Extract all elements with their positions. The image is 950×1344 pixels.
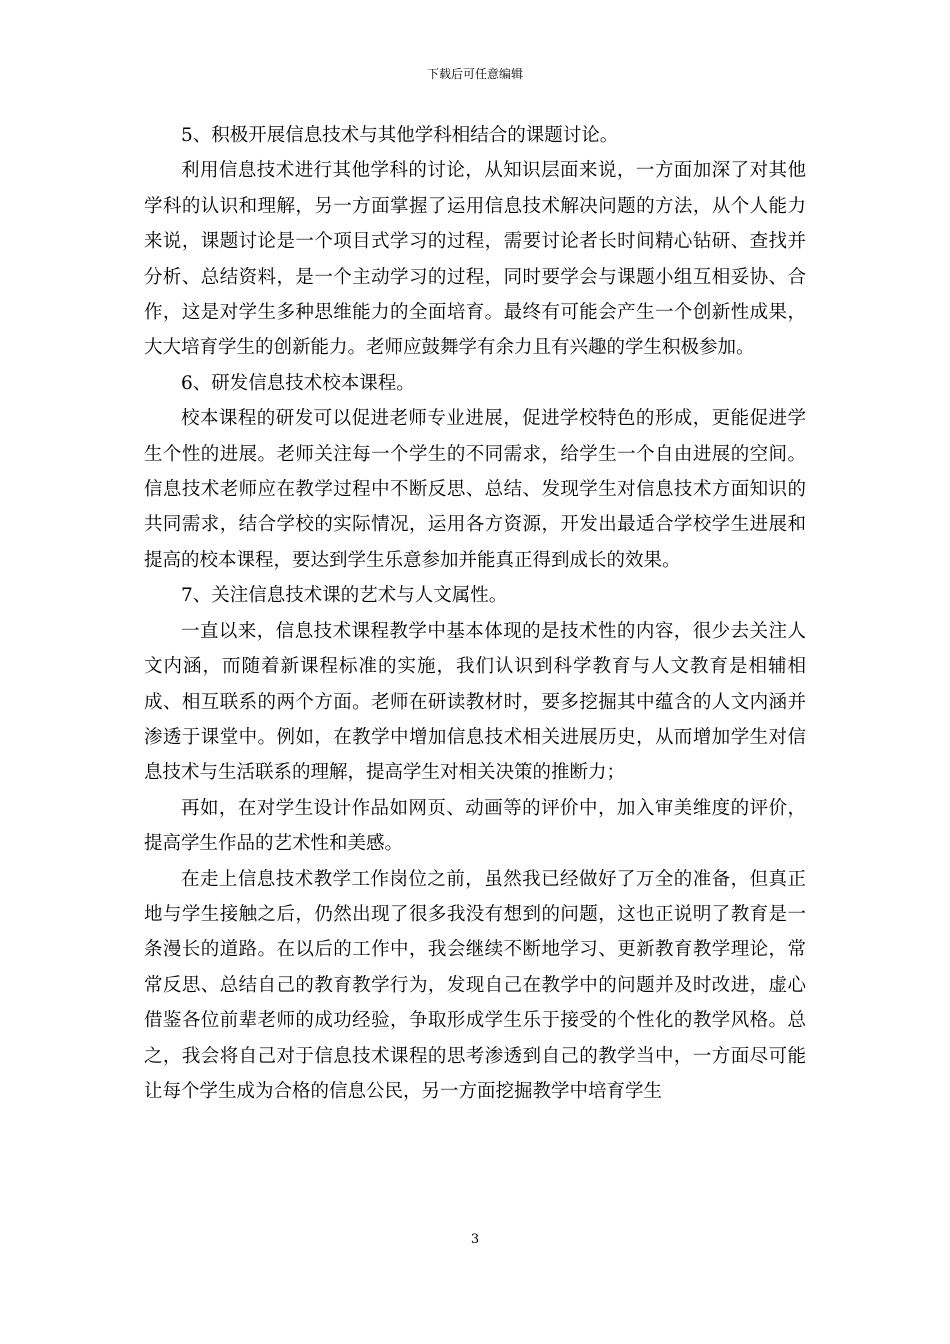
page-number: 3 (470, 1232, 480, 1247)
section-heading-5: 5、积极开展信息技术与其他学科相结合的课题讨论。 (181, 125, 619, 146)
document-body (144, 118, 806, 1109)
paragraph: 校本课程的研发可以促进老师专业进展，促进学校特色的形成，更能促进学生个性的进展。老师关注每一个学生的不同需求，给学生一个自由进展的空间。信息技术老师应在教学过程中不断反思、总结、发现学生对信息技术方面知识的共同需求，结合学校的实际情况，运用各方资源，开发出最适合学校学生进展和提高的校本课程，要达到学生乐意参加并能真正得到成长的效果。 (144, 408, 806, 571)
paragraph: 再如，在对学生设计作品如网页、动画等的评价中，加入审美维度的评价，提高学生作品的艺术性和美感。 (144, 797, 806, 855)
paragraph: 在走上信息技术教学工作岗位之前，虽然我已经做好了万全的准备，但真正地与学生接触之后，仍然出现了很多我没有想到的问题，这也正说明了教育是一条漫长的道路。在以后的工作中，我会继续不断地学习、更新教育教学理论，常常反思、总结自己的教育教学行为，发现自己在教学中的问题并及时改进，虚心借鉴各位前辈老师的成功经验，争取形成学生乐于接受的个性化的教学风格。总之，我会将自己对于信息技术课程的思考渗透到自己的教学当中，一方面尽可能让每个学生成为合格的信息公民，另一方面挖掘教学中培育学生 (144, 868, 806, 1102)
paragraph: 利用信息技术进行其他学科的讨论，从知识层面来说，一方面加深了对其他学科的认识和理解，另一方面掌握了运用信息技术解决问题的方法，从个人能力来说，课题讨论是一个项目式学习的过程，需要讨论者长时间精心钻研、查找并分析、总结资料，是一个主动学习的过程，同时要学会与课题小组互相妥协、合作，这是对学生多种思维能力的全面培育。最终有可能会产生一个创新性成果，大大培育学生的创新能力。老师应鼓舞学有余力且有兴趣的学生积极参加。 (144, 160, 806, 359)
page-header: 下载后可任意编辑 (426, 67, 523, 81)
section-heading-6: 6、研发信息技术校本课程。 (181, 372, 415, 394)
paragraph: 一直以来，信息技术课程教学中基本体现的是技术性的内容，很少去关注人文内涵，而随着新课程标准的实施，我们认识到科学教育与人文教育是相辅相成、相互联系的两个方面。老师在研读教材时，要多挖掘其中蕴含的人文内涵并渗透于课堂中。例如，在教学中增加信息技术相关进展历史，从而增加学生对信息技术与生活联系的理解，提高学生对相关决策的推断力； (144, 620, 806, 784)
section-heading-7: 7、关注信息技术课的艺术与人文属性。 (181, 585, 508, 607)
